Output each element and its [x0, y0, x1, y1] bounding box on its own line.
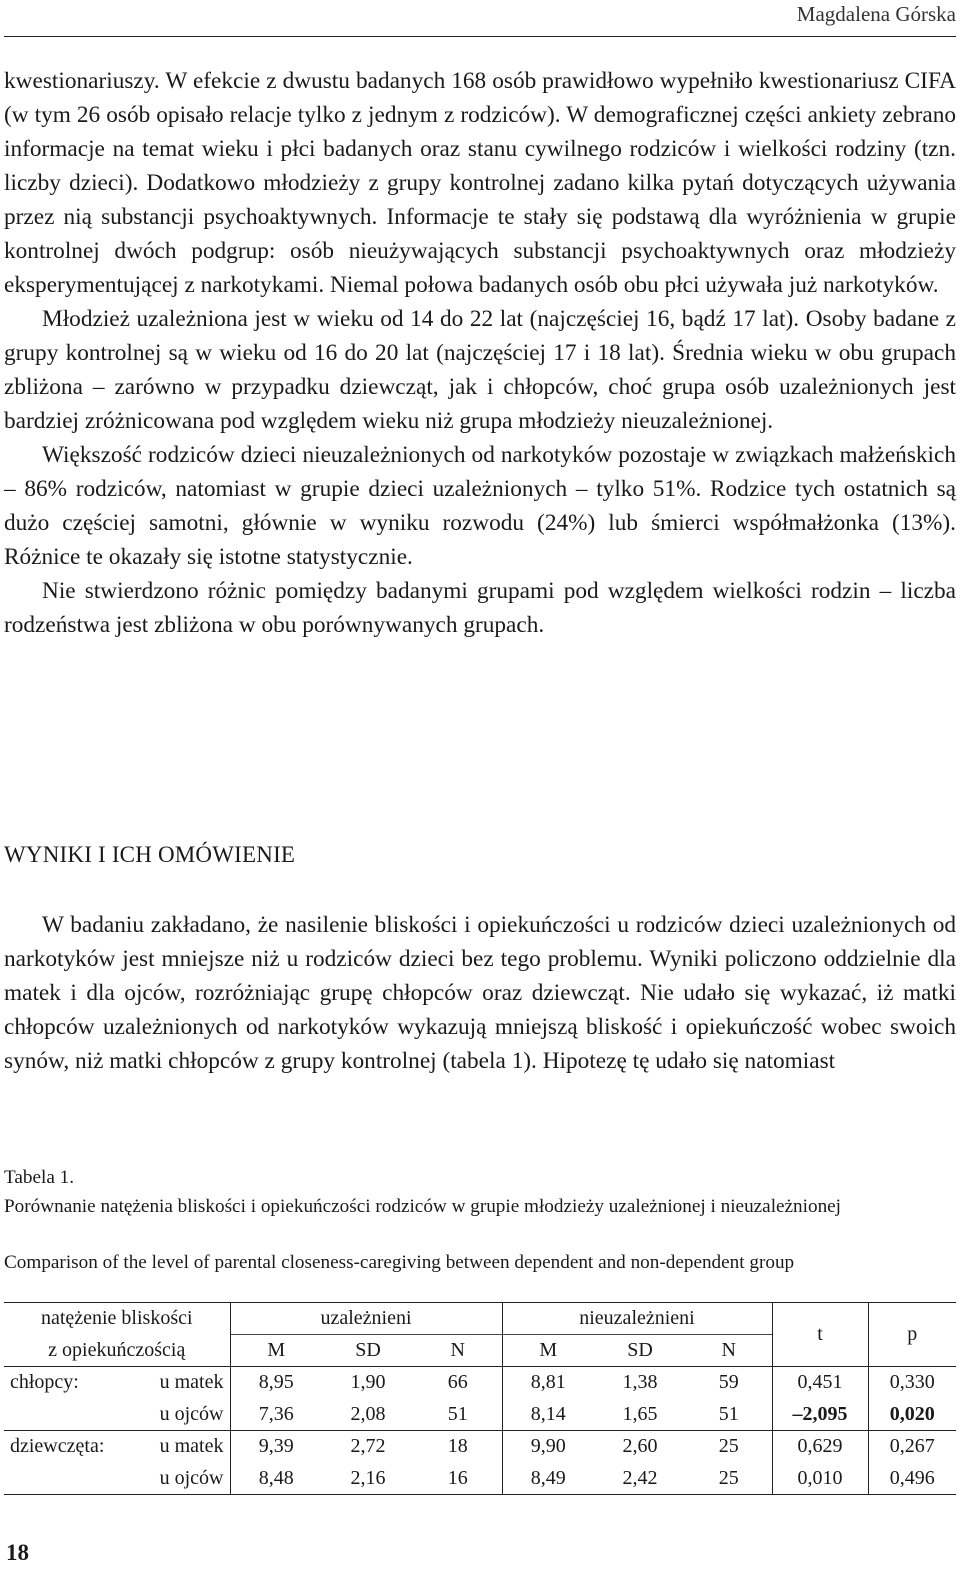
table-row [4, 1399, 956, 1431]
cell-m-dependent: 9,39 [230, 1431, 322, 1463]
body-paragraph: Nie stwierdzono różnic pomiędzy badanymi grupami pod względem wielkości rodzin – liczba rodzeństwa jest zbliżona w obu porównywanych grupach. [4, 578, 956, 638]
cell-n-nondependent: 25 [686, 1431, 772, 1463]
body-text [4, 64, 956, 642]
cell-m-nondependent: 8,81 [502, 1367, 594, 1399]
header-sd: SD [322, 1335, 414, 1367]
table-row [4, 1431, 956, 1463]
cell-t: –2,095 [772, 1399, 868, 1431]
cell-n-dependent: 18 [414, 1431, 502, 1463]
cell-sd-dependent: 2,72 [322, 1431, 414, 1463]
cell-m-dependent: 8,48 [230, 1463, 322, 1495]
header-n: N [414, 1335, 502, 1367]
cell-t: 0,010 [772, 1463, 868, 1495]
table-caption-pl: Porównanie natężenia bliskości i opiekuńczości rodziców w grupie młodzieży uzależnionej i nieuzależnionej [4, 1196, 842, 1217]
header-m: M [230, 1335, 322, 1367]
running-header-author: Magdalena Górska [796, 2, 956, 26]
header-group-nondependent: nieuzależnieni [502, 1303, 772, 1335]
cell-p: 0,267 [868, 1431, 956, 1463]
section-heading: WYNIKI I ICH OMÓWIENIE [4, 842, 296, 867]
cell-sd-nondependent: 2,42 [594, 1463, 686, 1495]
cell-group [4, 1463, 122, 1495]
table-caption-en: Comparison of the level of parental closeness-caregiving between dependent and non-dependent group [4, 1252, 795, 1273]
cell-parent: u ojców [159, 1402, 224, 1425]
cell-m-nondependent: 8,49 [502, 1463, 594, 1495]
header-p: p [868, 1303, 956, 1367]
cell-p: 0,020 [868, 1399, 956, 1431]
cell-sd-nondependent: 2,60 [594, 1431, 686, 1463]
cell-n-nondependent: 59 [686, 1367, 772, 1399]
cell-t: 0,451 [772, 1367, 868, 1399]
cell-parent: u ojców [122, 1463, 230, 1495]
cell-n-dependent: 51 [447, 1402, 468, 1425]
cell-sd-dependent: 2,16 [322, 1463, 414, 1495]
section-paragraph: W badaniu zakładano, że nasilenie bliskości i opiekuńczości u rodziców dzieci uzależnionych od narkotyków jest mniejsze niż u rodziców dzieci bez tego problemu. Wyniki policzono oddzielnie dla matek i dla ojców, rozróżniając grupę chłopców oraz dziewcząt. Nie udało się wykazać, iż matki chłopców uzależnionych od narkotyków wykazują mniejszą bliskość i opiekuńczość wobec swoich synów, niż matki chłopców z grupy kontrolnej (tabela 1). Hipotezę tę udało się natomiast [4, 912, 956, 1074]
cell-group: dziewczęta: [4, 1431, 122, 1463]
cell-m-dependent: 7,36 [230, 1399, 322, 1431]
header-n: N [686, 1335, 772, 1367]
cell-m-nondependent: 9,90 [502, 1431, 594, 1463]
body-paragraph: kwestionariuszy. W efekcie z dwustu badanych 168 osób prawidłowo wypełniło kwestionariusz CIFA (w tym 26 osób opisało relacje tylko z jednym z rodziców). W demograficznej części ankiety zebrano informacje na temat wieku i płci badanych oraz stanu cywilnego rodziców i wielkości rodziny (tzn. liczby dzieci). Dodatkowo młodzieży z grupy kontrolnej zadano kilka pytań dotyczących używania przez nią substancji psychoaktywnych. Informacje te stały się podstawą dla wyróżnienia w grupie kontrolnej dwóch podgrup: osób nieużywających substancji psychoaktywnych oraz młodzieży eksperymentującej z narkotykami. Niemal połowa badanych osób obu płci używała już narkotyków. [4, 68, 956, 298]
cell-sd-dependent: 2,08 [350, 1402, 386, 1425]
section-body [4, 908, 956, 1078]
header-group-dependent: uzależnieni [230, 1303, 502, 1335]
table-header-row [4, 1303, 956, 1335]
page-number: 18 [6, 1540, 29, 1565]
header-label-line2: z opiekuńczością [48, 1338, 186, 1361]
cell-group: chłopcy: [4, 1367, 122, 1399]
cell-n-nondependent: 25 [686, 1463, 772, 1495]
cell-parent: u matek [122, 1367, 230, 1399]
cell-group [4, 1399, 122, 1431]
header-rule [4, 36, 956, 37]
cell-m-nondependent: 8,14 [502, 1399, 594, 1431]
table-row [4, 1463, 956, 1495]
header-m: M [502, 1335, 594, 1367]
cell-p: 0,330 [868, 1367, 956, 1399]
results-table [4, 1302, 956, 1495]
cell-t: 0,629 [772, 1431, 868, 1463]
table-row [4, 1367, 956, 1399]
body-paragraph: Większość rodziców dzieci nieuzależnionych od narkotyków pozostaje w związkach małżeńskich – 86% rodziców, natomiast w grupie dzieci uzależnionych – tylko 51%. Rodzice tych ostatnich są dużo częściej samotni, głównie w wyniku rozwodu (24%) lub śmierci współmałżonka (13%). Różnice te okazały się istotne statystycznie. [4, 442, 956, 570]
cell-n-nondependent: 51 [718, 1402, 739, 1425]
cell-parent: u matek [122, 1431, 230, 1463]
cell-sd-dependent: 1,90 [322, 1367, 414, 1399]
cell-sd-nondependent: 1,38 [594, 1367, 686, 1399]
header-label-line1: natężenie bliskości [4, 1303, 230, 1335]
cell-n-dependent: 16 [414, 1463, 502, 1495]
header-t: t [772, 1303, 868, 1367]
cell-n-dependent: 66 [414, 1367, 502, 1399]
cell-m-dependent: 8,95 [230, 1367, 322, 1399]
cell-p: 0,496 [868, 1463, 956, 1495]
body-paragraph: Młodzież uzależniona jest w wieku od 14 do 22 lat (najczęściej 16, bądź 17 lat). Osoby badane z grupy kontrolnej są w wieku od 16 do 20 lat (najczęściej 17 i 18 lat). Średnia wieku w obu grupach zbliżona – zarówno w przypadku dziewcząt, jak i chłopców, choć grupa osób uzależnionych jest bardziej zróżnicowana pod względem wieku niż grupa młodzieży nieuzależnionej. [4, 306, 956, 434]
cell-sd-nondependent: 1,65 [622, 1402, 658, 1425]
table-label: Tabela 1. [4, 1167, 75, 1188]
header-sd: SD [594, 1335, 686, 1367]
